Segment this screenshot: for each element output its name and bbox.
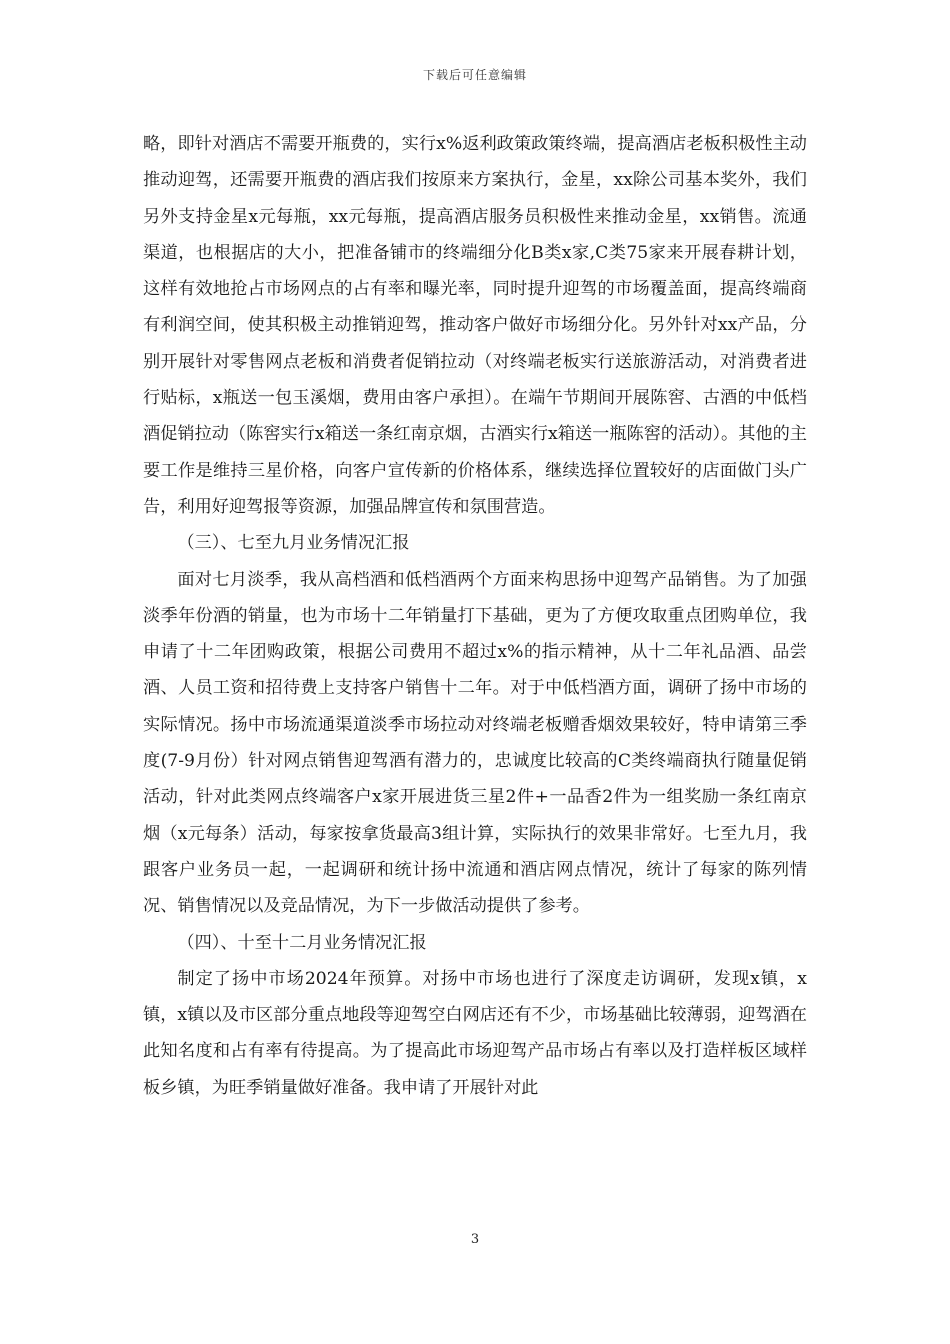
paragraph-q4-report: 制定了扬中市场2024年预算。对扬中市场也进行了深度走访调研，发现x镇，x镇，x镇以及市区部分重点地段等迎驾空白网店还有不少，市场基础比较薄弱，迎驾酒在此知名度和占有率有待提高。为了提高此市场迎驾产品市场占有率以及打造样板区域样板乡镇，为旺季销量做好准备。我申请了开展针对此: [143, 968, 807, 1098]
page-number: 3: [470, 1232, 480, 1247]
section-heading-q4: （四）、十至十二月业务情况汇报: [177, 932, 427, 953]
paragraph-promotion-strategy: 略，即针对酒店不需要开瓶费的，实行x%返利政策政策终端，提高酒店老板积极性主动推动迎驾，还需要开瓶费的酒店我们按原来方案执行，金星，xx除公司基本奖外，我们另外支持金星x元每瓶，xx元每瓶，提高酒店服务员积极性来推动金星，xx销售。流通渠道，也根据店的大小，把准备铺市的终端细分化B类x家,C类75家来开展春耕计划，这样有效地抢占市场网点的占有率和曝光率，同时提升迎驾的市场覆盖面，提高终端商有利润空间，使其积极主动推销迎驾，推动客户做好市场细分化。另外针对xx产品，分别开展针对零售网点老板和消费者促销拉动（对终端老板实行送旅游活动，对消费者进行贴标，x瓶送一包玉溪烟，费用由客户承担）。在端午节期间开展陈窖、古酒的中低档酒促销拉动（陈窖实行x箱送一条红南京烟，古酒实行x箱送一瓶陈窖的活动）。其他的主要工作是维持三星价格，向客户宣传新的价格体系，继续选择位置较好的店面做门头广告，利用好迎驾报等资源，加强品牌宣传和氛围营造。: [143, 134, 807, 517]
paragraph-q3-report: 面对七月淡季，我从高档酒和低档酒两个方面来构思扬中迎驾产品销售。为了加强淡季年份酒的销量，也为市场十二年销量打下基础，更为了方便攻取重点团购单位，我申请了十二年团购政策，根据公司费用不超过x%的指示精神，从十二年礼品酒、品尝酒、人员工资和招待费上支持客户销售十二年。对于中低档酒方面，调研了扬中市场的实际情况。扬中市场流通渠道淡季市场拉动对终端老板赠香烟效果较好，特申请第三季度(7-9月份）针对网点销售迎驾酒有潜力的，忠诚度比较高的C类终端商执行随量促销活动，针对此类网点终端客户x家开展进货三星2件+一品香2件为一组奖励一条红南京烟（x元每条）活动，每家按拿货最高3组计算，实际执行的效果非常好。七至九月，我跟客户业务员一起，一起调研和统计扬中流通和酒店网点情况，统计了每家的陈列情况、销售情况以及竞品情况，为下一步做活动提供了参考。: [143, 569, 807, 917]
page-header: 下载后可任意编辑: [422, 68, 527, 82]
document-body: [143, 126, 807, 1106]
section-heading-q3: （三）、七至九月业务情况汇报: [177, 533, 410, 554]
